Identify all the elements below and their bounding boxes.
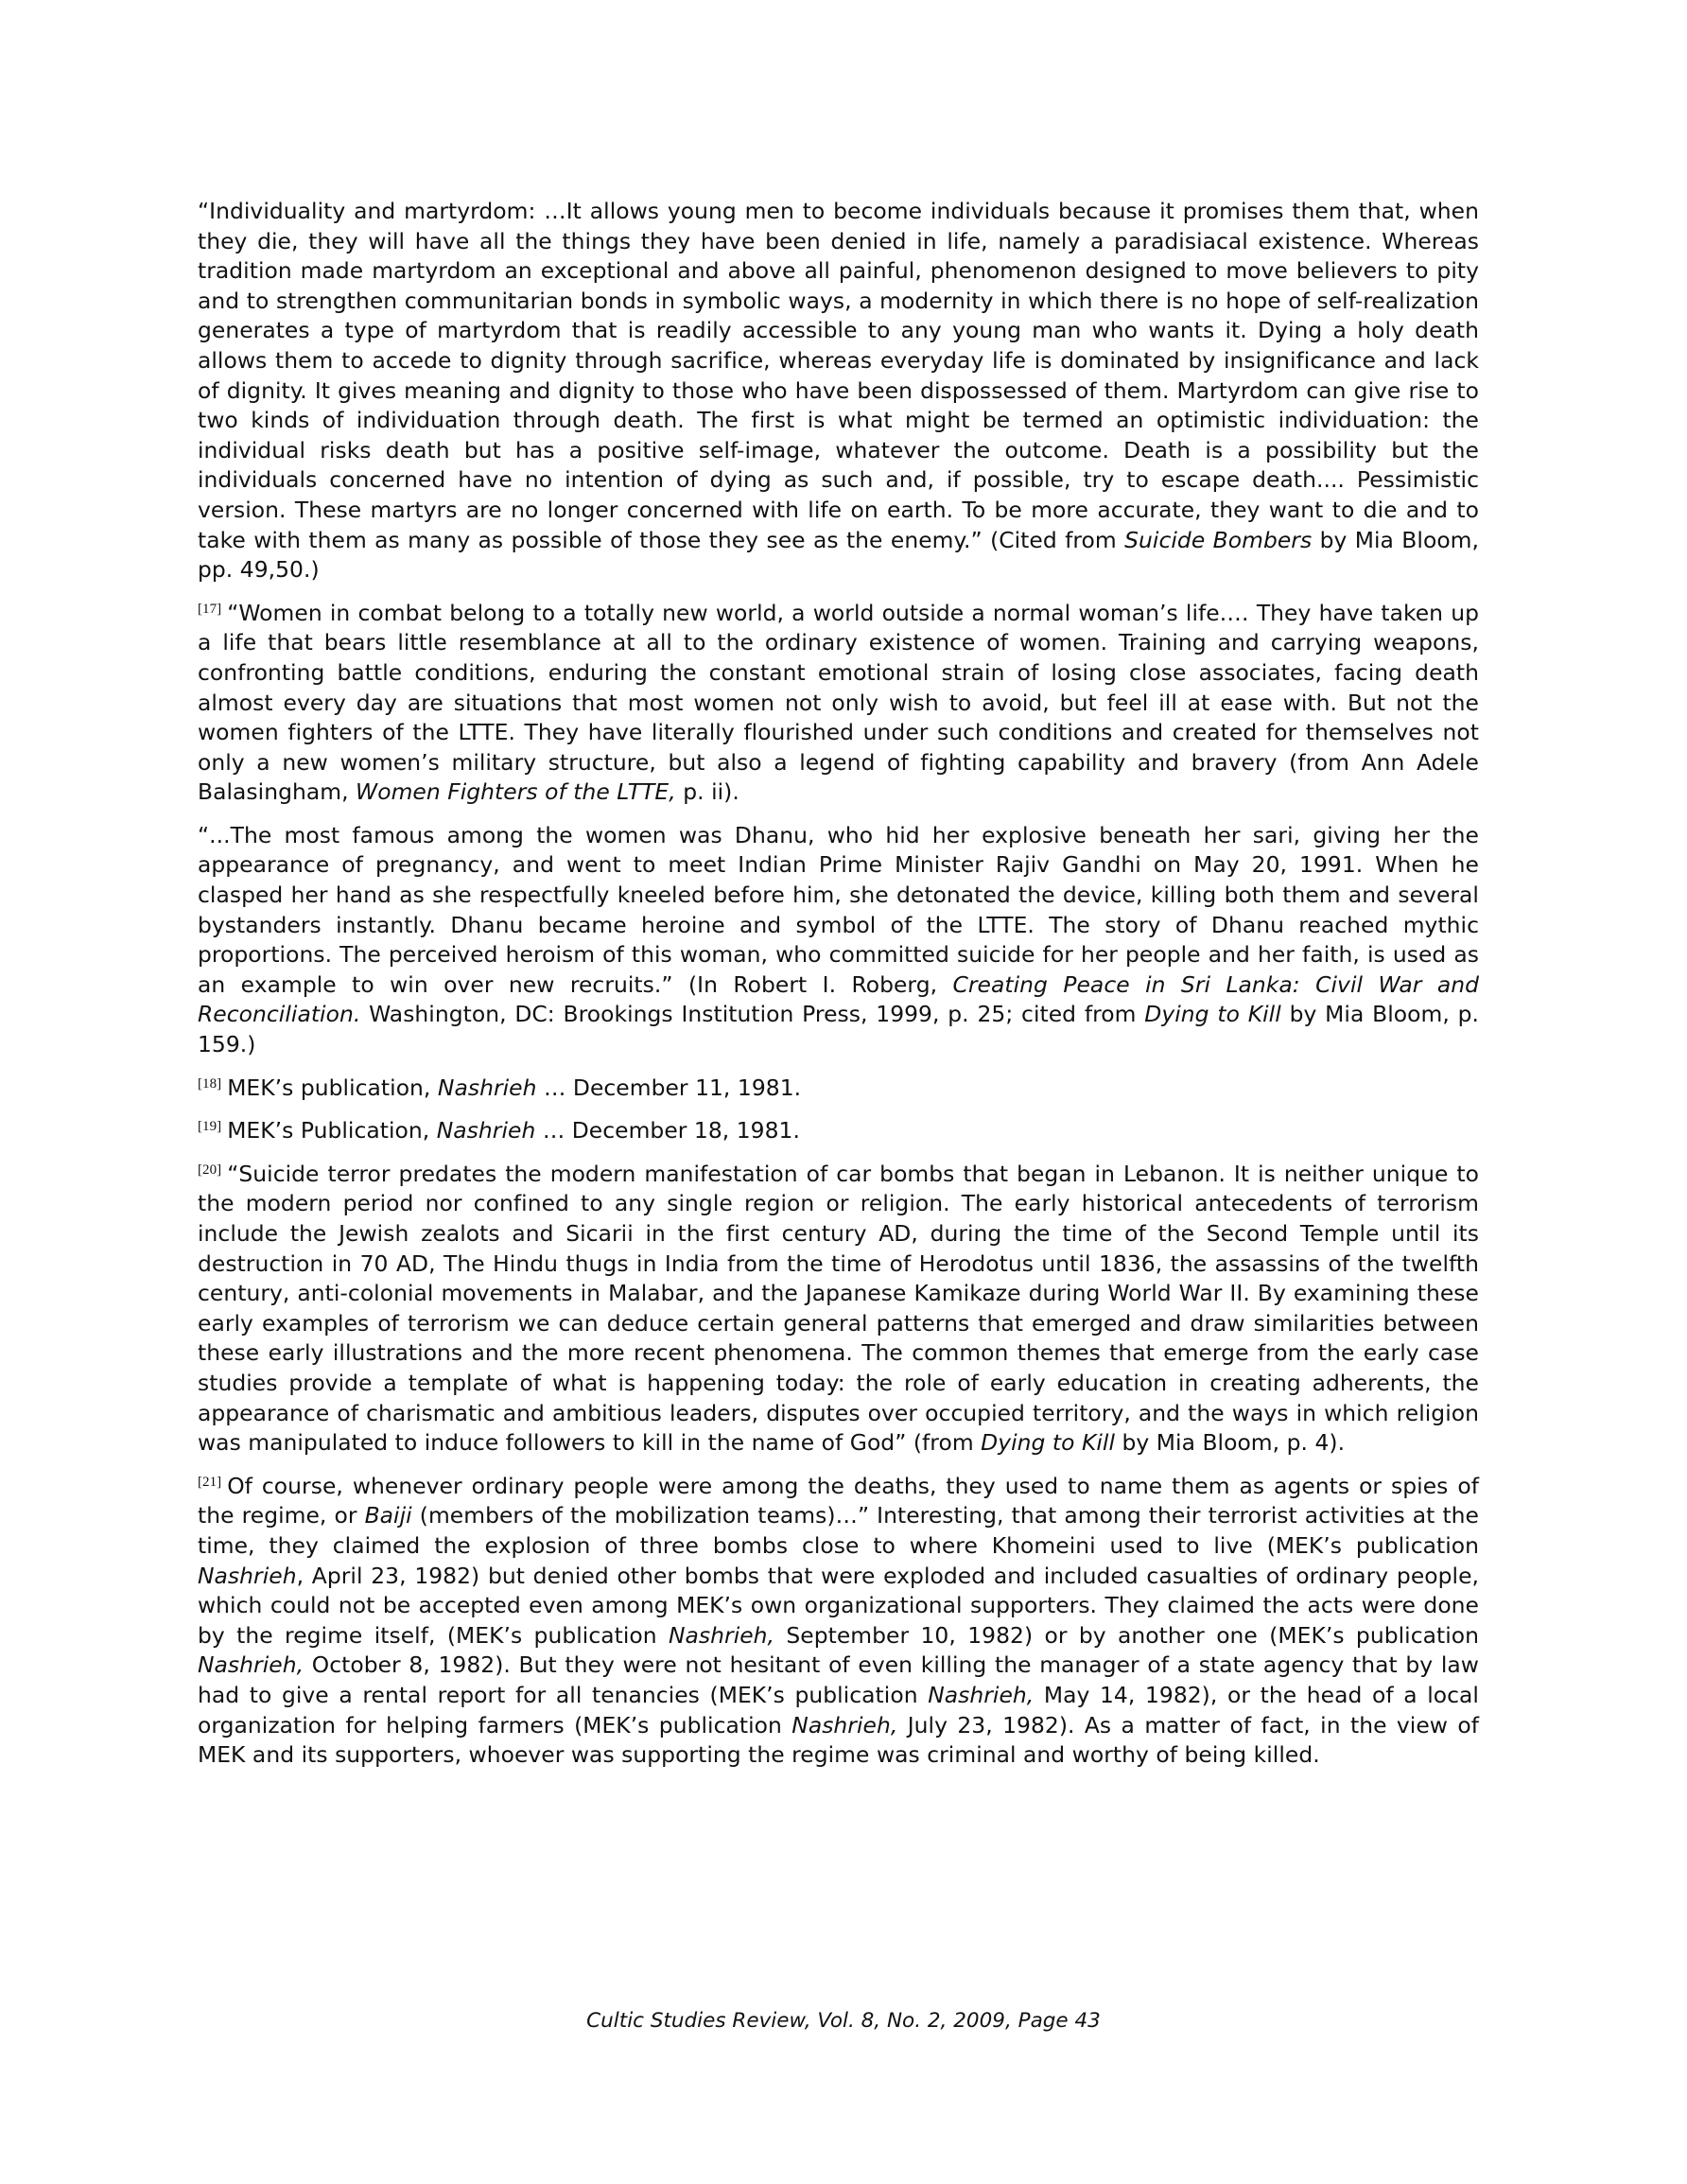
footnote-marker: [17] [198, 601, 222, 617]
text-segment: by Mia Bloom, p. 159.) [198, 1001, 1479, 1058]
text-segment: by Mia Bloom, p. 4). [1115, 1429, 1346, 1457]
italic-title: Nashrieh, [928, 1681, 1035, 1708]
text-segment: p. ii). [675, 778, 739, 806]
text-segment: “Individuality and martyrdom: …It allows young men to become individuals because it promises them that, when they die, they will have all the things they have been denied in life, namely a paradisiacal existence. Whereas tradition made martyrdom an exceptional and above all painful, phenomenon designed to move believers to pity and to strengthen communitarian bonds in symbolic ways, a modernity in which there is no hope of self-realization generates a type of martyrdom that is readily accessible to any young man who wants it. Dying a holy death allows them to accede to dignity through sacrifice, whereas everyday life is dominated by insignificance and lack of dignity. It gives meaning and dignity to those who have been dispossessed of them. Martyrdom can give rise to two kinds of individuation through death. The first is what might be termed an optimistic individuation: the individual risks death but has a positive self-image, whatever the outcome. Death is a possibility but the individuals concerned have no intention of dying as such and, if possible, try to escape death.... Pessimistic version. These martyrs are no longer concerned with life on earth. To be more accurate, they want to die and to take with them as many as possible of those they see as the enemy.” (Cited from [198, 198, 1479, 553]
text-segment: (members of the mobilization teams)…” Interesting, that among their terrorist activities at the time, they claimed the explosion of three bombs close to where Khomeini used to live (MEK’s publication [198, 1502, 1479, 1559]
italic-title: Nashrieh [436, 1117, 536, 1144]
text-segment: … December 11, 1981. [536, 1074, 802, 1101]
italic-title: Suicide Bombers [1124, 526, 1313, 553]
footnote-21 [198, 1472, 1479, 1771]
paragraph-quote-martyrdom [198, 197, 1479, 585]
italic-title: Nashrieh, [198, 1651, 304, 1679]
italic-title: Nashrieh [437, 1074, 537, 1101]
italic-title: Nashrieh [198, 1562, 297, 1589]
italic-title: Nashrieh, [668, 1621, 775, 1649]
text-segment: MEK’s Publication, [227, 1117, 437, 1144]
text-segment: October 8, 1982). But they were not hesitant of even killing the manager of a state agency that by law had to give a rental report for all tenancies (MEK’s publication [198, 1651, 1479, 1708]
text-segment: Of course, whenever ordinary people were among the deaths, they used to name them as agents or spies of the regime, or [198, 1472, 1479, 1529]
text-segment: “Suicide terror predates the modern manifestation of car bombs that began in Lebanon. It is neither unique to the modern period nor confined to any single region or religion. The early historical antecedents of terrorism include the Jewish zealots and Sicarii in the first century AD, during the time of the Second Temple until its destruction in 70 AD, The Hindu thugs in India from the time of Herodotus until 1836, the assassins of the twelfth century, anti-colonial movements in Malabar, and the Japanese Kamikaze during World War II. By examining these early examples of terrorism we can deduce certain general patterns that emerged and draw similarities between these early illustrations and the more recent phenomena. The common themes that emerge from the early case studies provide a template of what is happening today: the role of early education in creating adherents, the appearance of charismatic and ambitious leaders, disputes over occupied territory, and the ways in which religion was manipulated to induce followers to kill in the name of God” (from [198, 1160, 1479, 1457]
footnote-marker: [21] [198, 1474, 222, 1490]
footnote-18 [198, 1074, 1479, 1104]
italic-title: Dying to Kill [1144, 1001, 1281, 1028]
footnote-17 [198, 599, 1479, 808]
page-footer: Cultic Studies Review, Vol. 8, No. 2, 2009, Page 43 [586, 2009, 1101, 2033]
italic-term: Baiji [364, 1502, 412, 1529]
text-segment: May 14, 1982), or the head of a local organization for helping farmers (MEK’s publication [198, 1681, 1479, 1738]
italic-title: Women Fighters of the LTTE, [356, 778, 676, 806]
italic-title: Nashrieh, [791, 1711, 898, 1738]
text-segment: September 10, 1982) or by another one (MEK’s publication [774, 1621, 1479, 1649]
text-segment: MEK’s publication, [227, 1074, 438, 1101]
text-segment: “...The most famous among the women was Dhanu, who hid her explosive beneath her sari, giving her the appearance of pregnancy, and went to meet Indian Prime Minister Rajiv Gandhi on May 20, 1991. When he clasped her hand as she respectfully kneeled before him, she detonated the device, killing both them and several bystanders instantly. Dhanu became heroine and symbol of the LTTE. The story of Dhanu reached mythic proportions. The perceived heroism of this woman, who committed suicide for her people and her faith, is used as an example to win over new recruits.” (In Robert I. Roberg, [198, 821, 1479, 998]
text-segment: , April 23, 1982) but denied other bombs that were exploded and included casualties of ordinary people, which could not be accepted even among MEK’s own organizational supporters. They claimed the acts were done by the regime itself, (MEK’s publication [198, 1562, 1479, 1649]
paragraph-quote-dhanu [198, 821, 1479, 1060]
footnote-marker: [19] [198, 1119, 222, 1135]
text-segment: “Women in combat belong to a totally new world, a world outside a normal woman’s life.… They have taken up a life that bears little resemblance at all to the ordinary existence of women. Training and carrying weapons, confronting battle conditions, enduring the constant emotional strain of losing close associates, facing death almost every day are situations that most women not only wish to avoid, but feel ill at ease with. But not the women fighters of the LTTE. They have literally flourished under such conditions and created for themselves not only a new women’s military structure, but also a legend of fighting capability and bravery (from Ann Adele Balasingham, [198, 599, 1479, 806]
document-body [198, 197, 1479, 1784]
text-segment: July 23, 1982). As a matter of fact, in the view of MEK and its supporters, whoever was supporting the regime was criminal and worthy of being killed. [198, 1711, 1479, 1769]
text-segment: by Mia Bloom, pp. 49,50.) [198, 526, 1479, 584]
text-segment: Washington, DC: Brookings Institution Press, 1999, p. 25; cited from [360, 1001, 1145, 1028]
footnote-marker: [18] [198, 1075, 222, 1092]
italic-title: Dying to Kill [981, 1429, 1116, 1457]
footnote-20 [198, 1160, 1479, 1459]
footnote-marker: [20] [198, 1162, 222, 1178]
footnote-19 [198, 1116, 1479, 1146]
italic-title: Creating Peace in Sri Lanka: Civil War and Reconciliation. [198, 970, 1479, 1028]
text-segment: … December 18, 1981. [535, 1117, 800, 1144]
